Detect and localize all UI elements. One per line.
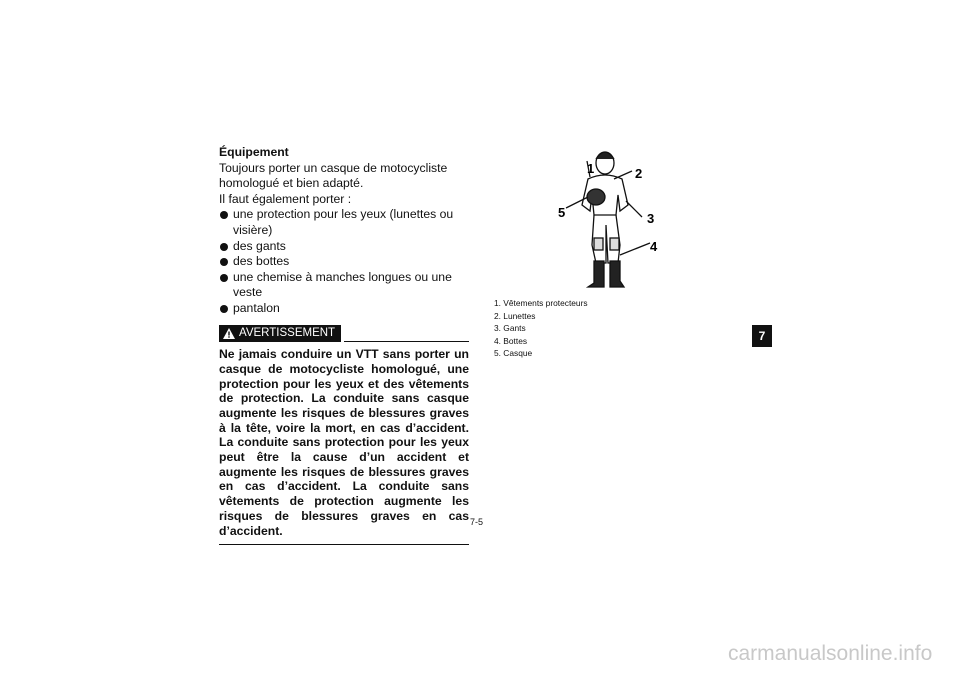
callout-5: 5 [558, 205, 566, 220]
list-item: pantalon [219, 301, 469, 317]
figure-legend [494, 297, 588, 360]
bullet-icon [220, 243, 228, 251]
text-column [219, 145, 469, 545]
legend-item: 4. Bottes [494, 335, 528, 346]
warning-text: Ne jamais conduire un VTT sans porter un casque de motocycliste homologué, une protection pour les yeux et des vêtements de protection. La conduite sans casque augmente les risques de blessures graves à la tête, voire la mort, en cas d’accident. La conduite sans protection pour les yeux peut être la cause d’un accident et augmente les risques de blessures graves en cas d’accident. La conduite sans vêtements de protection augmente les risques de blessures graves en cas d’accident. [219, 347, 469, 545]
divider [344, 341, 469, 342]
callout-2: 2 [635, 166, 643, 181]
list-item: une chemise à manches longues ou une veste [219, 270, 469, 301]
callout-4: 4 [650, 239, 658, 254]
page-number: 7-5 [470, 517, 484, 527]
bullet-icon [220, 274, 228, 282]
callout-3: 3 [647, 211, 655, 226]
legend-item: 1. Vêtements protecteurs [494, 298, 588, 308]
chapter-tab: 7 [752, 325, 772, 347]
warning-triangle-icon [223, 328, 235, 339]
rider-illustration [550, 145, 680, 295]
bullet-icon [220, 211, 228, 219]
legend-item: 5. Casque [494, 348, 533, 359]
intro-text: Toujours porter un casque de motocycliste homologué et bien adapté. [219, 160, 448, 191]
legend-item: 2. Lunettes [494, 310, 536, 321]
bullet-icon [220, 258, 228, 266]
watermark: carmanualsonline.info [728, 642, 933, 665]
list-item: des gants [219, 239, 469, 255]
bullet-icon [220, 305, 228, 313]
list-item: une protection pour les yeux (lunettes ou visière) [219, 207, 469, 238]
legend-item: 3. Gants [494, 323, 526, 334]
also-text: Il faut également porter : [219, 191, 352, 206]
warning-badge: AVERTISSEMENT [219, 325, 341, 343]
warning-header [219, 325, 469, 343]
section-heading: Équipement [219, 145, 289, 159]
list-item: des bottes [219, 254, 469, 270]
callout-1: 1 [587, 161, 595, 176]
